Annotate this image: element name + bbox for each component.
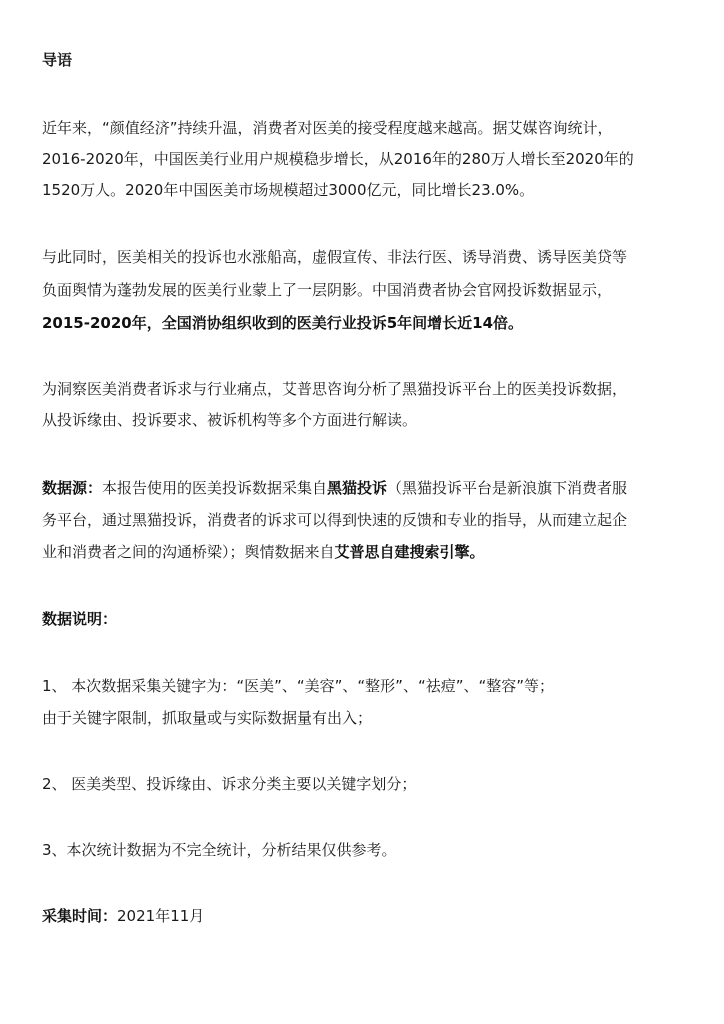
analysis-paragraph-line: 为洞察医美消费者诉求与行业痛点，艾普思咨询分析了黑猫投诉平台上的医美投诉数据， [42,380,628,398]
data-source-platform: 黑猫投诉 [327,479,388,497]
data-source-text: 本报告使用的医美投诉数据采集自 [102,479,328,497]
note-item-1-continued: 由于关键字限制，抓取量或与实际数据量有出入； [42,709,373,727]
collection-time-value: 2021年11月 [117,907,205,925]
collection-time [42,904,702,928]
data-source-text: （黑猫投诉平台是新浪旗下消费者服 [387,479,628,497]
intro-paragraph-line: 近年来，“颜值经济”持续升温，消费者对医美的接受程度越来越高。据艾媒咨询统计， [42,119,613,137]
note-item-2: 2、 医美类型、投诉缘由、诉求分类主要以关键字划分； [42,775,417,793]
note-item-1: 1、 本次数据采集关键字为：“医美”、“美容”、“整形”、“祛痘”、“整容”等； [42,677,555,695]
data-source-engine: 艾普思自建搜索引擎。 [334,543,485,561]
intro-paragraph-line: 1520万人。2020年中国医美市场规模超过3000亿元，同比增长23.0%。 [42,181,535,199]
collection-time-label: 采集时间： [42,907,118,925]
complaints-highlight: 2015-2020年，全国消协组织收到的医美行业投诉5年间增长近14倍。 [42,314,524,332]
complaints-paragraph-line: 负面舆情为蓬勃发展的医美行业蒙上了一层阴影。中国消费者协会官网投诉数据显示， [42,281,613,299]
data-source-label: 数据源： [42,479,103,497]
analysis-paragraph-line: 从投诉缘由、投诉要求、被诉机构等多个方面进行解读。 [42,411,418,429]
note-item-3: 3、本次统计数据为不完全统计，分析结果仅供参考。 [42,841,397,859]
intro-paragraph-line: 2016-2020年，中国医美行业用户规模稳步增长，从2016年的280万人增长至2020年的 [42,150,634,168]
data-source-text: 业和消费者之间的沟通桥梁）；舆情数据来自 [42,543,335,561]
notes-heading: 数据说明： [42,610,118,628]
data-source-line: 务平台，通过黑猫投诉，消费者的诉求可以得到快速的反馈和专业的指导，从而建立起企 [42,511,628,529]
data-source-line [42,540,702,564]
data-source-line [42,476,702,500]
section-heading: 导语 [42,51,73,69]
complaints-paragraph-line: 与此同时，医美相关的投诉也水涨船高，虚假宣传、非法行医、诱导消费、诱导医美贷等 [42,248,628,266]
